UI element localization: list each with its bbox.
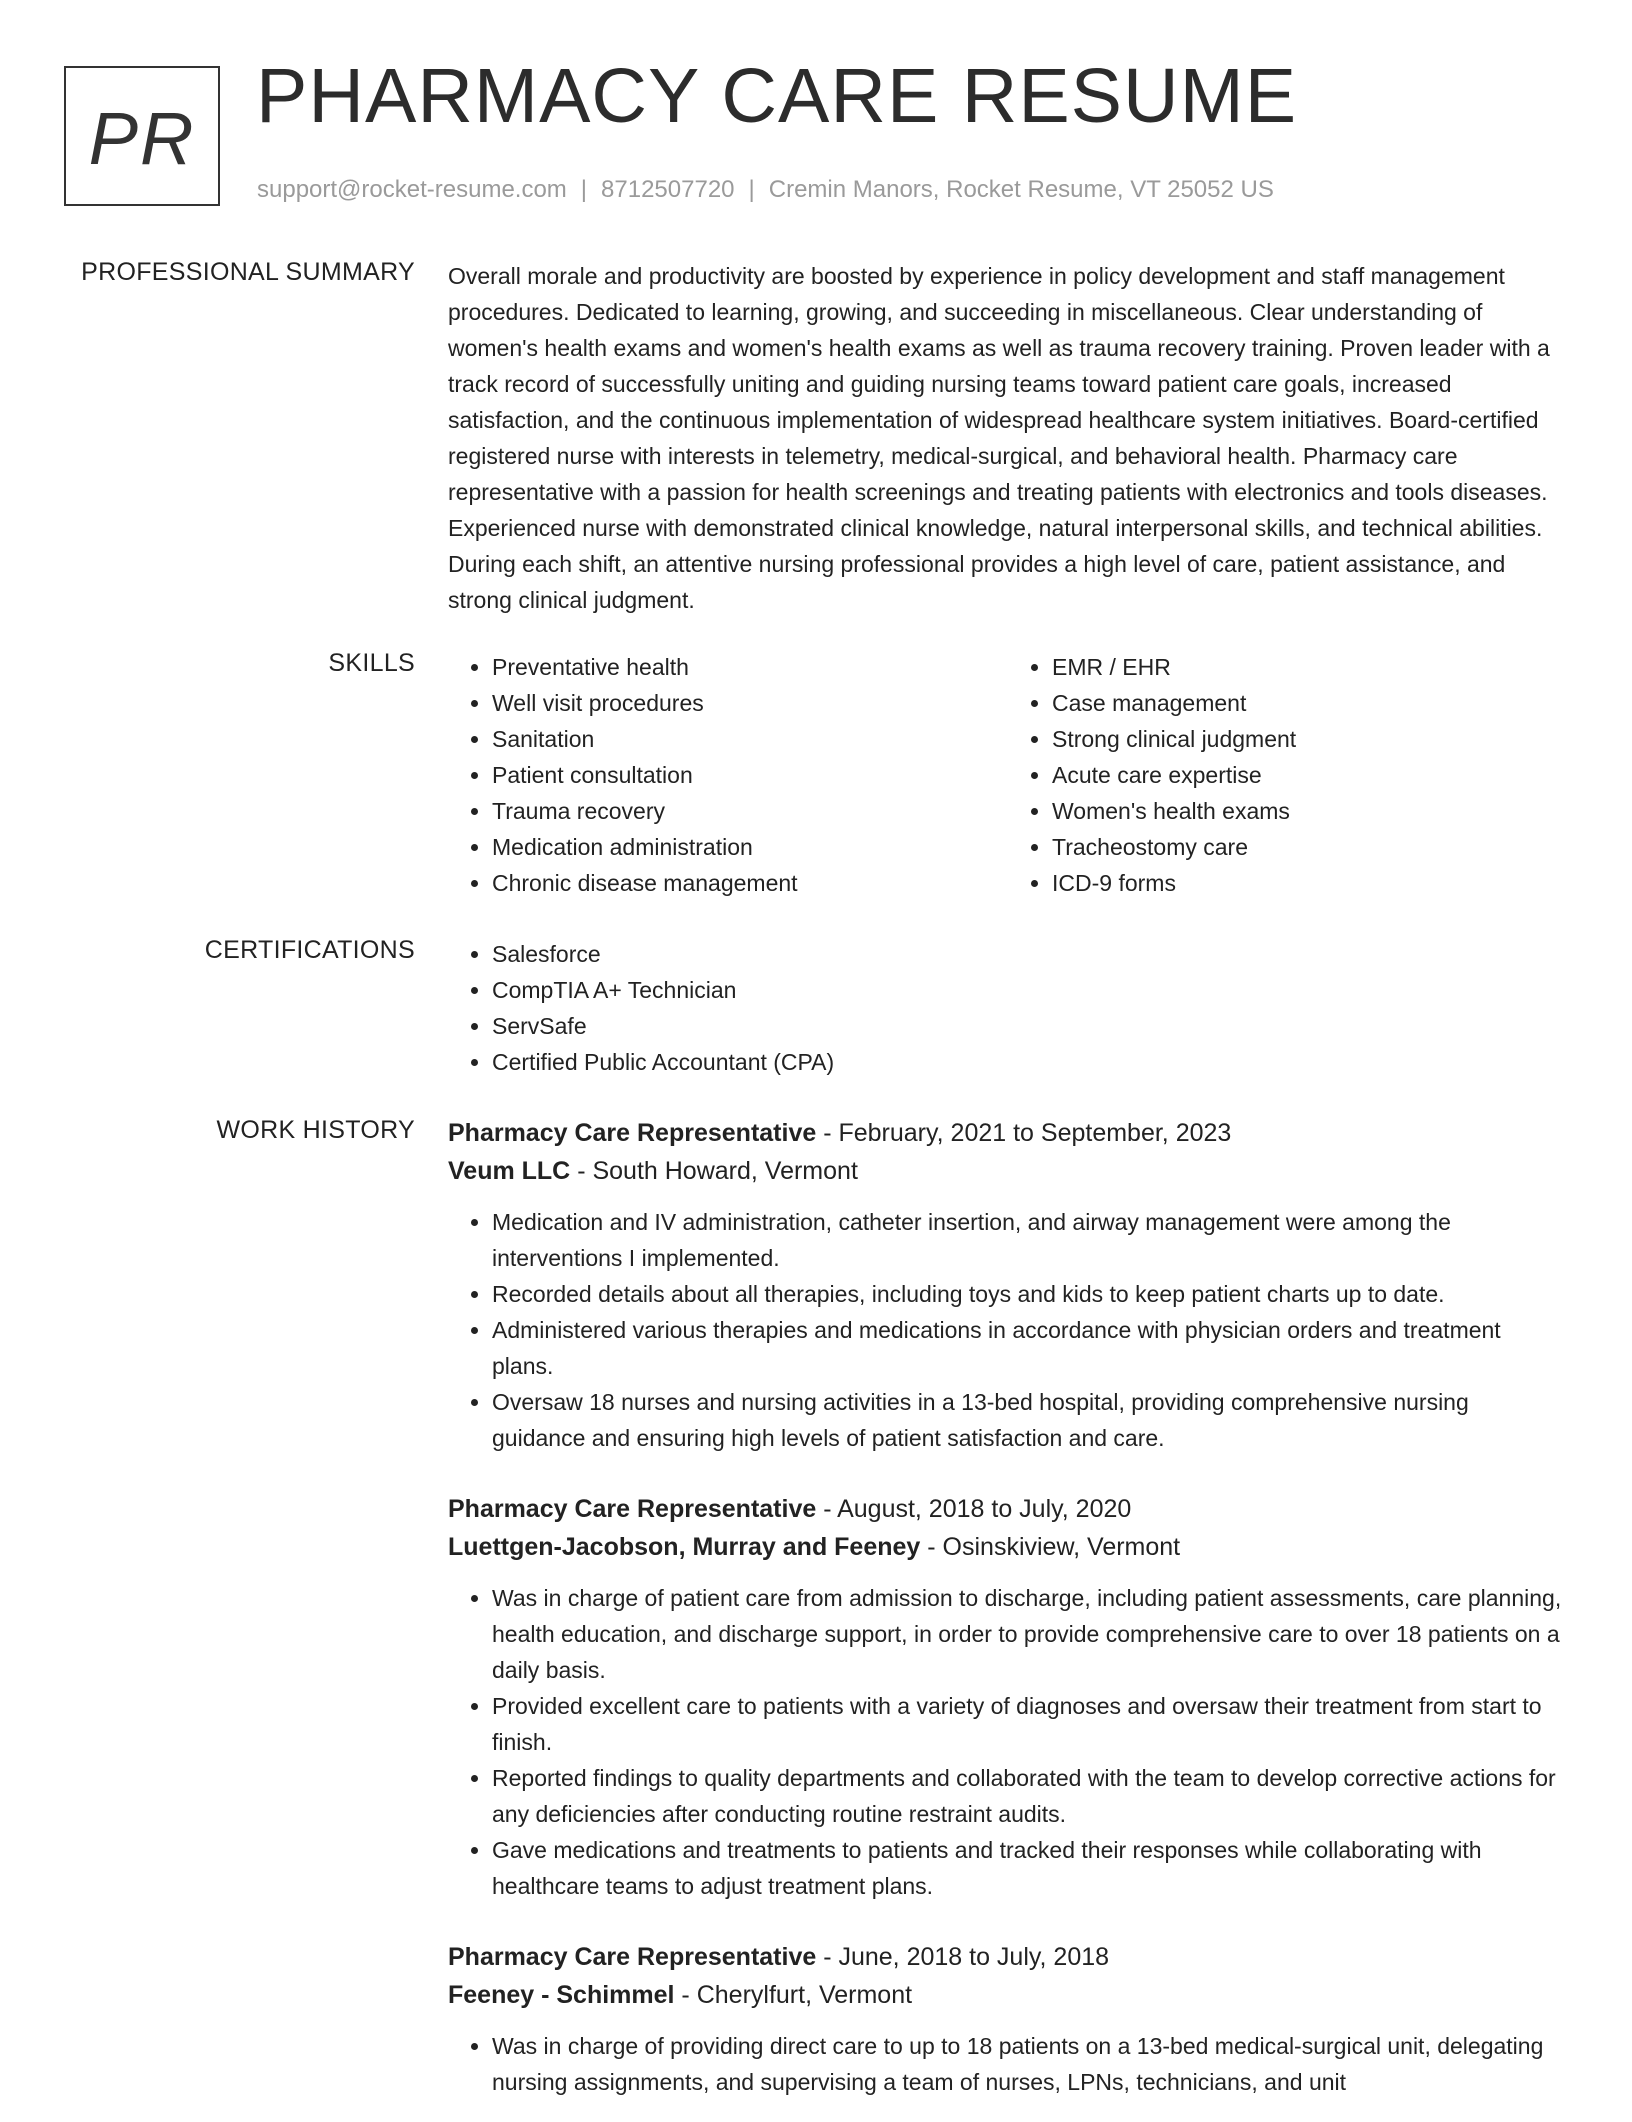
contact-phone: 8712507720: [601, 176, 735, 203]
skill-item: • Medication administration: [492, 829, 1008, 865]
skill-item: • Preventative health: [492, 649, 1008, 685]
contact-email: support@rocket-resume.com: [257, 176, 567, 203]
job-company: Veum LLC: [448, 1157, 571, 1185]
skill-item: • Well visit procedures: [492, 685, 1008, 721]
certification-item: • Certified Public Accountant (CPA): [492, 1044, 1568, 1080]
skill-item: • Strong clinical judgment: [1052, 721, 1568, 757]
skill-item: • Sanitation: [492, 721, 1008, 757]
job-duty: • Gave medications and treatments to patients and tracked their responses while collaborating with healthcare teams to adjust treatment plans.: [492, 1832, 1568, 1904]
job-duty: • Administered various therapies and medications in accordance with physician orders and treatment plans.: [492, 1312, 1568, 1384]
job-company-line: [448, 1976, 1568, 2014]
job-location: - Osinskiview, Vermont: [920, 1533, 1181, 1561]
job-duties: [448, 1204, 1568, 1456]
monogram-initials: PR: [88, 96, 196, 180]
contact-line: [257, 176, 1274, 204]
skill-item: • Women's health exams: [1052, 793, 1568, 829]
job-title-line: [448, 1938, 1568, 1976]
contact-address: Cremin Manors, Rocket Resume, VT 25052 US: [768, 176, 1274, 203]
job-duty: • Was in charge of providing direct care to up to 18 patients on a 13-bed medical-surgical unit, delegating nursing assignments, and supervising a team of nurses, LPNs, technicians, and unit: [492, 2028, 1568, 2100]
skill-item: • ICD-9 forms: [1052, 865, 1568, 901]
job-duty: • Was in charge of patient care from admission to discharge, including patient assessments, care planning, health education, and discharge support, in order to provide comprehensive care to over 18 patients on a daily basis.: [492, 1580, 1568, 1688]
certification-item: • Salesforce: [492, 936, 1568, 972]
summary-heading: PROFESSIONAL SUMMARY: [81, 258, 415, 286]
job-duty: • Provided excellent care to patients with a variety of diagnoses and oversaw their treatment from start to finish.: [492, 1688, 1568, 1760]
job-entry: [448, 1114, 1568, 1456]
contact-separator: |: [748, 176, 755, 203]
job-duty: • Reported findings to quality departments and collaborated with the team to develop corrective actions for any deficiencies after conducting routine restraint audits.: [492, 1760, 1568, 1832]
job-dates: - August, 2018 to July, 2020: [816, 1495, 1132, 1523]
job-entry: [448, 1490, 1568, 1904]
skill-item: • Trauma recovery: [492, 793, 1008, 829]
skills-list-left: [448, 649, 1008, 901]
job-company-line: [448, 1528, 1568, 1566]
job-duty: • Oversaw 18 nurses and nursing activities in a 13-bed hospital, providing comprehensive nursing guidance and ensuring high levels of patient satisfaction and care.: [492, 1384, 1568, 1456]
skills-list-right: [1008, 649, 1568, 901]
job-entry: [448, 1938, 1568, 2100]
summary-text: Overall morale and productivity are boosted by experience in policy development and staff management procedures. Dedicated to learning, growing, and succeeding in miscellaneous. Clear understanding of women's health exams and women's health exams as well as trauma recovery training. Proven leader with a track record of successfully uniting and guiding nursing teams toward patient care goals, increased satisfaction, and the continuous implementation of widespread healthcare system initiatives. Board-certified registered nurse with interests in telemetry, medical-surgical, and behavioral health. Pharmacy care representative with a passion for health screenings and treating patients with electronics and tools diseases. Experienced nurse with demonstrated clinical knowledge, natural interpersonal skills, and technical abilities. During each shift, an attentive nursing professional provides a high level of care, patient assistance, and strong clinical judgment.: [448, 263, 1550, 613]
monogram-box: [64, 66, 220, 206]
job-duty: • Medication and IV administration, catheter insertion, and airway management were among the interventions I implemented.: [492, 1204, 1568, 1276]
skill-item: • Patient consultation: [492, 757, 1008, 793]
job-duties: [448, 1580, 1568, 1904]
job-duty: • Recorded details about all therapies, including toys and kids to keep patient charts up to date.: [492, 1276, 1568, 1312]
certification-item: • ServSafe: [492, 1008, 1568, 1044]
skill-item: • Chronic disease management: [492, 865, 1008, 901]
job-location: - South Howard, Vermont: [570, 1157, 858, 1185]
work-history-heading: WORK HISTORY: [216, 1116, 415, 1144]
certifications-list: [448, 936, 1568, 1080]
job-duties: [448, 2028, 1568, 2100]
job-title: Pharmacy Care Representative: [448, 1943, 817, 1971]
job-dates: - February, 2021 to September, 2023: [816, 1119, 1232, 1147]
job-title: Pharmacy Care Representative: [448, 1495, 817, 1523]
job-company-line: [448, 1152, 1568, 1190]
certifications-heading: CERTIFICATIONS: [204, 936, 415, 964]
resume-title: PHARMACY CARE RESUME: [256, 53, 1298, 139]
skill-item: • EMR / EHR: [1052, 649, 1568, 685]
certification-item: • CompTIA A+ Technician: [492, 972, 1568, 1008]
skills-heading: SKILLS: [328, 649, 415, 677]
job-title-line: [448, 1490, 1568, 1528]
job-title-line: [448, 1114, 1568, 1152]
skill-item: • Tracheostomy care: [1052, 829, 1568, 865]
job-company: Luettgen-Jacobson, Murray and Feeney: [448, 1533, 921, 1561]
job-company: Feeney - Schimmel: [448, 1981, 675, 2009]
skill-item: • Case management: [1052, 685, 1568, 721]
job-title: Pharmacy Care Representative: [448, 1119, 817, 1147]
job-dates: - June, 2018 to July, 2018: [816, 1943, 1110, 1971]
contact-separator: |: [580, 176, 588, 203]
job-location: - Cherylfurt, Vermont: [674, 1981, 913, 2009]
skill-item: • Acute care expertise: [1052, 757, 1568, 793]
